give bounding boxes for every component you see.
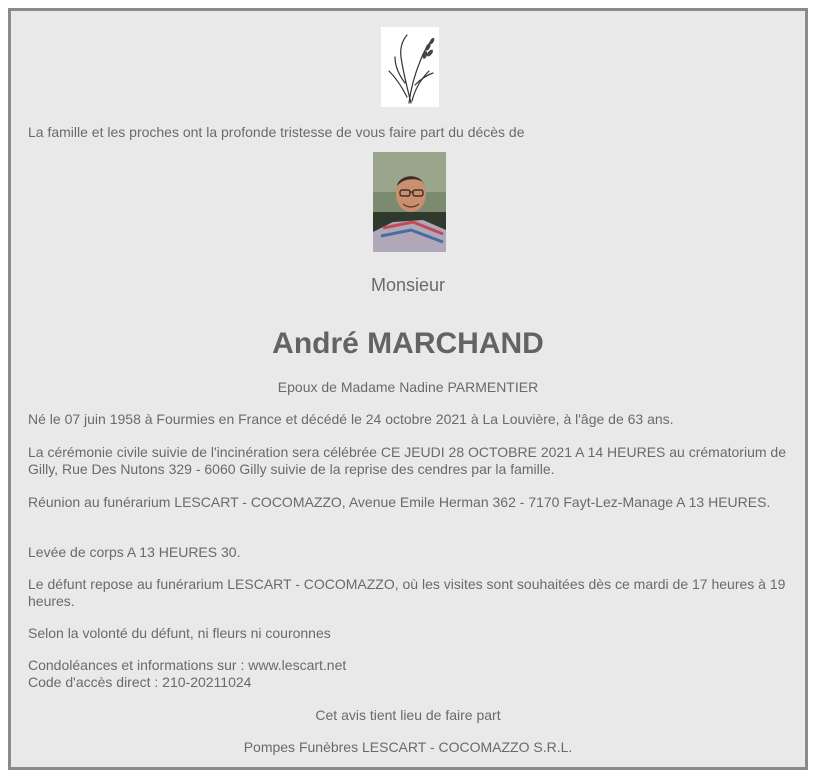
spouse-line: Epoux de Madame Nadine PARMENTIER	[277, 379, 539, 395]
visits-paragraph: Le défunt repose au funérarium LESCART - COCOMAZZO, où les visites sont souhaitées dès ce mardi de 17 heures à 19 heures.	[28, 576, 786, 609]
procession-paragraph: Levée de corps A 13 HEURES 30.	[28, 544, 241, 560]
meeting-paragraph: Réunion au funérarium LESCART - COCOMAZZO, Avenue Emile Herman 362 - 7170 Fayt-Lez-Manage A 13 HEURES.	[28, 494, 771, 510]
funeral-home-signature: Pompes Funèbres LESCART - COCOMAZZO S.R.L.	[243, 739, 573, 755]
portrait-photo	[373, 152, 446, 252]
access-code-line: Code d'accès direct : 210-20211024	[28, 674, 252, 690]
death-notice	[8, 8, 808, 770]
notice-note: Cet avis tient lieu de faire part	[315, 707, 501, 723]
ceremony-paragraph: La cérémonie civile suivie de l'incinération sera célébrée CE JEUDI 28 OCTOBRE 2021 A 14 HEURES au crématorium de Gilly, Rue Des Nutons 329 - 6060 Gilly suivie de la reprise des cendres par la famille.	[28, 444, 786, 477]
condolences-block	[28, 657, 798, 691]
birth-death-paragraph: Né le 07 juin 1958 à Fourmies en France et décédé le 24 octobre 2021 à La Louvière, à l'âge de 63 ans.	[28, 411, 674, 427]
honorific-title: Monsieur	[370, 275, 446, 295]
deceased-name: André MARCHAND	[272, 327, 544, 360]
condolences-line: Condoléances et informations sur : www.lescart.net	[28, 657, 347, 673]
wishes-paragraph: Selon la volonté du défunt, ni fleurs ni couronnes	[28, 625, 331, 641]
intro-text: La famille et les proches ont la profonde tristesse de vous faire part du décès de	[28, 124, 525, 140]
wheat-emblem-icon	[381, 27, 439, 107]
